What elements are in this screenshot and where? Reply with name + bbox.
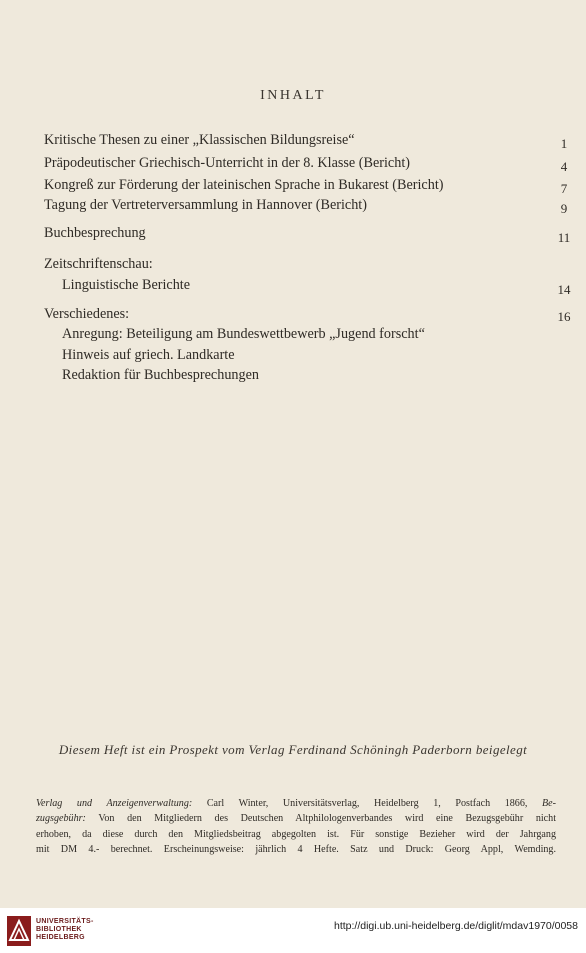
page-heading: INHALT — [260, 88, 326, 103]
imprint-text: Carl Winter, Universitätsverlag, Heidelberg 1, Postfach 1866, — [206, 798, 528, 809]
imprint-line: erhoben, da diese durch den Mitgliedsbeitrag abgegolten ist. Für sonstige Bezieher wird der Jahrgang — [36, 828, 556, 840]
toc-entry-title: Anregung: Beteiligung am Bundeswettbewerb „Jugend forscht“ — [62, 326, 425, 342]
toc-section-title: Verschiedenes: — [44, 306, 130, 322]
toc-entry-title: Präpodeutischer Griechisch-Unterricht in der 8. Klasse (Bericht) — [44, 155, 410, 171]
toc-entry — [0, 276, 586, 297]
toc-entry-page: 16 — [557, 309, 571, 324]
toc-entry-page: 4 — [560, 159, 568, 174]
toc-entry — [0, 131, 586, 149]
imprint-line: mit DM 4.- berechnet. Erscheinungsweise: jährlich 4 Hefte. Satz und Druck: Georg Appl, Wemding. — [36, 844, 556, 856]
toc-entry-title: Redaktion für Buchbesprechungen — [62, 367, 259, 383]
library-logo-icon — [7, 916, 31, 946]
toc-entry-title: Buchbesprechung — [44, 225, 146, 241]
imprint-line — [36, 811, 556, 826]
toc-entry-page: 1 — [560, 136, 568, 151]
digitization-footer — [0, 908, 586, 953]
library-name-line: HEIDELBERG — [36, 934, 85, 941]
library-name-line: BIBLIOTHEK — [36, 926, 82, 933]
toc-entry — [0, 366, 586, 384]
library-name-line: UNIVERSITÄTS- — [36, 918, 94, 925]
imprint-text: Von den Mitgliedern des Deutschen Altphilologenverbandes wird eine Bezugsgebühr nicht — [98, 813, 557, 825]
toc-entry-page: 7 — [560, 181, 568, 196]
toc-section — [0, 305, 586, 323]
toc-entry-title: Kongreß zur Förderung der lateinischen Sprache in Bukarest (Bericht) — [44, 177, 444, 193]
source-url[interactable]: http://digi.ub.uni-heidelberg.de/diglit/mdav1970/0058 — [333, 920, 578, 932]
toc-entry-page: 9 — [560, 201, 568, 216]
toc-entry-page: 11 — [557, 230, 571, 245]
toc-entry — [0, 346, 586, 364]
toc-entry — [0, 196, 586, 214]
imprint — [36, 796, 556, 858]
toc-entry-page: 14 — [557, 282, 571, 297]
toc-section — [0, 255, 586, 273]
imprint-label: zugsgebühr: — [36, 813, 86, 825]
toc-entry — [0, 224, 586, 245]
toc-entry — [0, 325, 586, 343]
toc-entry — [0, 154, 586, 172]
insert-notice: Diesem Heft ist ein Prospekt vom Verlag Ferdinand Schöningh Paderborn beigelegt — [58, 742, 528, 757]
toc-entry-title: Hinweis auf griech. Landkarte — [62, 347, 235, 363]
imprint-line — [36, 796, 556, 811]
library-name — [36, 918, 94, 942]
toc-entry — [0, 176, 586, 194]
toc-entry-title: Tagung der Vertreterversammlung in Hannover (Bericht) — [44, 197, 367, 213]
imprint-label: Verlag und Anzeigenverwaltung: — [36, 798, 193, 809]
toc-section-title: Zeitschriftenschau: — [44, 256, 153, 272]
toc-entry-title: Kritische Thesen zu einer „Klassischen Bildungsreise“ — [44, 132, 355, 148]
imprint-label: Be- — [541, 798, 556, 809]
toc-entry-title: Linguistische Berichte — [62, 277, 191, 293]
